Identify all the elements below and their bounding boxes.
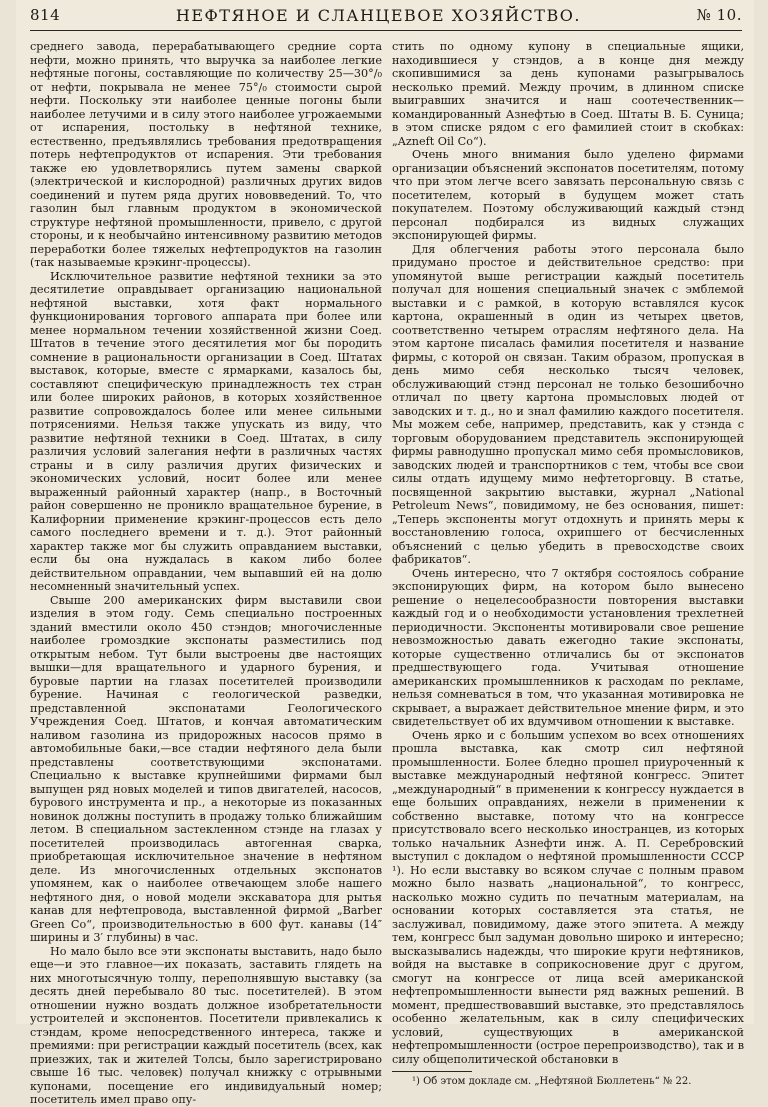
paragraph: Свыше 200 американских фирм выставили свои изделия в этом году. Семь специально построенных зданий вместили около 450 стэндов; многочисленные наиболее громоздкие экспонаты разместились под открытым небом. Тут были выстроены две настоящих вышки—для вращательного и ударного бурения, и буровые партии на глазах посетителей производили бурение. Начиная с геологической разведки, представленной экспонатами Геологического Учреждения Соед. Штатов, и кончая автоматическим наливом газолина из придорожных насосов прямо в автомобильные баки,—все стадии нефтяного дела были представлены соответствующими экспонатами. Специально к выставке крупнейшими фирмами был выпущен ряд новых моделей и типов двигателей, насосов, бурового инструмента и пр., а некоторые из показанных новинок должны поступить в продажу только ближайшим летом. В специальном застекленном стэнде на глазах у посетителей производилась автогенная сварка, приобретающая исключительное значение в нефтяном деле. Из многочисленных отдельных экспонатов упомянем, как о наиболее отвечающем злобе нашего нефтяного дня, о новой модели экскаватора для рытья канав для нефтепровода, выставленной фирмой „Barber Green Co“, производительностью в 600 фут. канавы (14″ ширины и 3′ глубины) в час.: [30, 593, 382, 944]
page-header: [30, 0, 742, 31]
paragraph: Для облегчения работы этого персонала было придумано простое и действительное средство: при упомянутой выше регистрации каждый посетитель получал для ношения специальный значек с эмблемой выставки и с рамкой, в которую вставлялся кусок картона, окрашенный в один из четырех цветов, соответственно четырем отраслям нефтяного дела. На этом картоне писалась фамилия посетителя и название фирмы, с которой он связан. Таким образом, пропуская в день мимо себя несколько тысяч человек, обслуживающий стэнд персонал не только безошибочно отличал по цвету картона промысловых людей от заводских и т. д., но и знал фамилию каждого посетителя. Мы можем себе, например, представить, как у стэнда с торговым оборудованием представитель экспонирующей фирмы равнодушно пропускал мимо себя промысловиков, заводских людей и транспортников с тем, чтобы все свои силы отдать идущему мимо нефтеторговцу. В статье, посвященной закрытию выставки, журнал „National Petroleum News“, повидимому, не без основания, пишет: „Теперь экспоненты могут отдохнуть и принять меры к восстановлению голоса, охрипшего от бесчисленных объяснений с целью убедить в превосходстве своих фабрикатов“.: [392, 242, 744, 566]
paragraph: Но мало было все эти экспонаты выставить, надо было еще—и это главное—их показать, заставить глядеть на них многотысячную толпу, переполнявшую выставку (за десять дней перебывало 80 тыс. посетителей). В этом отношении нужно воздать должное изобретательности устроителей и экспонентов. Посетители привлекались к стэндам, кроме непосредственного интереса, также и премиями: при регистрации каждый посетитель (всех, как приезжих, так и жителей Толсы, было зарегистрировано свыше 16 тыс. человек) получал книжку с отрывными купонами, посещение его индивидуальный номер; посетитель имел право опу-: [30, 944, 382, 1106]
left-column: [30, 40, 382, 1107]
paragraph: среднего завода, перерабатывающего средние сорта нефти, можно принять, что выручка за наиболее легкие нефтяные погоны, составляющие по количеству 25—30°/₀ от нефти, покрывала не менее 75°/₀ стоимости сырой нефти. Поскольку эти наиболее ценные погоны были наиболее летучими и в силу этого наиболее угрожаемыми от испарения, постольку в нефтяной технике, естественно, предъявлялись требования предотвращения потерь нефтепродуктов от испарения. Эти требования также ею удовлетворялись путем замены сваркой (электрической и кислородной) различных других видов соединений и путем ряда других нововведений. То, что газолин был главным продуктом в экономической структуре нефтяной промышленности, привело, с другой стороны, и к необычайно интенсивному развитию методов переработки более тяжелых нефтепродуктов на газолин (так называемые крэкинг-процессы).: [30, 40, 382, 269]
right-column: [392, 40, 744, 1088]
paragraph: Исключительное развитие нефтяной техники за это десятилетие оправдывает организацию национальной нефтяной выставки, хотя факт нормального функционирования торгового аппарата при более или менее нормальном течении хозяйственной жизни Соед. Штатов в течение этого десятилетия мог бы породить сомнение в рациональности организации в Соед. Штатах выставок, которые, вместе с ярмарками, казалось бы, составляют специфическую принадлежность тех стран или более широких районов, в которых хозяйственное развитие сопровождалось более или менее сильными потрясениями. Нельзя также упускать из виду, что развитие нефтяной техники в Соед. Штатах, в силу различия условий залегания нефти в различных частях страны и в силу различия других физических и экономических условий, носит более или менее выраженный районный характер (напр., в Восточный район совершенно не проникло вращательное бурение, в Калифорнии применение крэкинг-процессов есть дело самого последнего времени и т. д.). Этот районный характер также мог бы служить оправданием выставки, если бы она нуждалась в каком либо более действительном оправдании, чем выпавший ей на долю несомненный значительный успех.: [30, 269, 382, 593]
paragraph: стить по одному купону в специальные ящики, находившиеся у стэндов, а в конце дня между скопившимися за день купонами разыгрывалось несколько премий. Между прочим, в длинном списке выигравших значится и наш соотечественник—командированный Азнефтью в Соед. Штаты В. Б. Суница; в этом списке рядом с его фамилией стоит в скобках: „Azneft Oil Co“).: [392, 40, 744, 148]
footnote: ¹) Об этом докладе см. „Нефтяной Бюллетень“ № 22.: [412, 1076, 692, 1087]
paragraph: Очень ярко и с большим успехом во всех отношениях прошла выставка, как смотр сил нефтяной промышленности. Более бледно прошел приуроченный к выставке международный нефтяной конгресс. Эпитет „международный“ в применении к конгрессу нуждается в еще больших оправданиях, нежели в применении к собственно выставке, потому что на конгрессе присутствовало всего несколько иностранцев, из которых только начальник Азнефти инж. А. П. Серебровский выступил с докладом о нефтяной промышленности СССР ¹). Но если выставку во всяком случае с полным правом можно было назвать „национальной“, то конгресс, насколько можно судить по печатным материалам, на основании которых составляется эта статья, не заслуживал, повидимому, даже этого эпитета. А между тем, конгресс был задуман довольно широко и интересно; высказывались надежды, что широкие круги нефтяников, войдя на выставке в соприкосновение друг с другом, смогут на конгрессе от лица всей американской нефтепромышленности вынести ряд важных решений. В момент, предшествовавший выставке, это представлялось особенно желательным, как в силу специфических условий, существующих в американской нефтепромышленности (острое перепроизводство), так и в силу общеполитической обстановки в: [392, 728, 744, 1066]
journal-title: НЕФТЯНОЕ И СЛАНЦЕВОЕ ХОЗЯЙСТВО.: [175, 5, 581, 25]
footnote-divider: [392, 1071, 472, 1072]
page-number: 814: [30, 6, 61, 24]
paragraph: Очень много внимания было уделено фирмами организации объяснений экспонатов посетителям, потому что при этом легче всего завязать персональную связь с посетителем, который в будущем может стать покупателем. Поэтому обслуживающий каждый стэнд персонал подбирался из видных служащих экспонирующей фирмы.: [392, 148, 744, 242]
paragraph: Очень интересно, что 7 октября состоялось собрание экспонирующих фирм, на котором было вынесено решение о нецелесообразности повторения выставки каждый год и о необходимости установления трехлетней периодичности. Экспоненты мотивировали свое решение невозможностью давать ежегодно такие экспонаты, которые существенно отличались бы от экспонатов предшествующего года. Учитывая отношение американских промышленников к расходам по рекламе, нельзя сомневаться в том, что указанная мотивировка не скрывает, а выражает действительное мнение фирм, и это свидетельствует об их вдумчивом отношении к выставке.: [392, 566, 744, 728]
journal-page: [16, 0, 754, 1106]
issue-number: № 10.: [696, 6, 742, 24]
